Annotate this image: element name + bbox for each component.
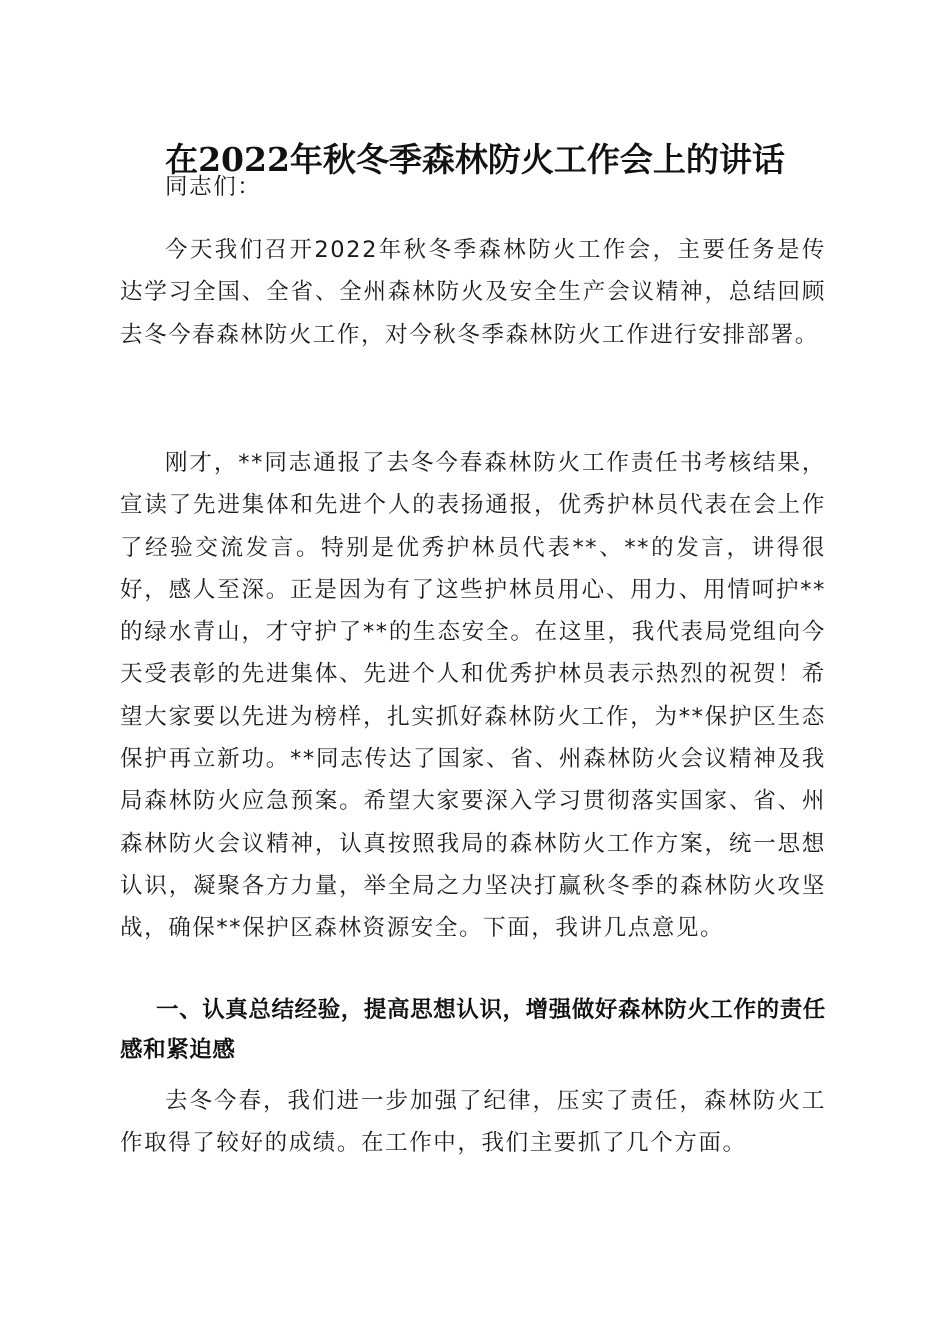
document-title: 在2022年秋冬季森林防火工作会上的讲话 <box>165 140 785 179</box>
greeting: 同志们： <box>165 174 262 200</box>
section-paragraph-1: 去冬今春，我们进一步加强了纪律，压实了责任，森林防火工作取得了较好的成绩。在工作中，我们主要抓了几个方面。 <box>120 1088 826 1157</box>
section-heading-1: 一、认真总结经验，提高思想认识，增强做好森林防火工作的责任感和紧迫感 <box>120 997 826 1063</box>
paragraph-intro: 今天我们召开2022年秋冬季森林防火工作会，主要任务是传达学习全国、全省、全州森林防火及安全生产会议精神，总结回顾去冬今春森林防火工作，对今秋冬季森林防火工作进行安排部署。 <box>120 237 826 348</box>
paragraph-review: 刚才，**同志通报了去冬今春森林防火工作责任书考核结果，宣读了先进集体和先进个人的表扬通报，优秀护林员代表在会上作了经验交流发言。特别是优秀护林员代表**、**的发言，讲得很好，感人至深。正是因为有了这些护林员用心、用力、用情呵护**的绿水青山，才守护了**的生态安全。在这里，我代表局党组向今天受表彰的先进集体、先进个人和优秀护林员表示热烈的祝贺！希望大家要以先进为榜样，扎实抓好森林防火工作，为**保护区生态保护再立新功。**同志传达了国家、省、州森林防火会议精神及我局森林防火应急预案。希望大家要深入学习贯彻落实国家、省、州森林防火会议精神，认真按照我局的森林防火工作方案，统一思想认识，凝聚各方力量，举全局之力坚决打赢秋冬季的森林防火攻坚战，确保**保护区森林资源安全。下面，我讲几点意见。 <box>120 450 826 942</box>
